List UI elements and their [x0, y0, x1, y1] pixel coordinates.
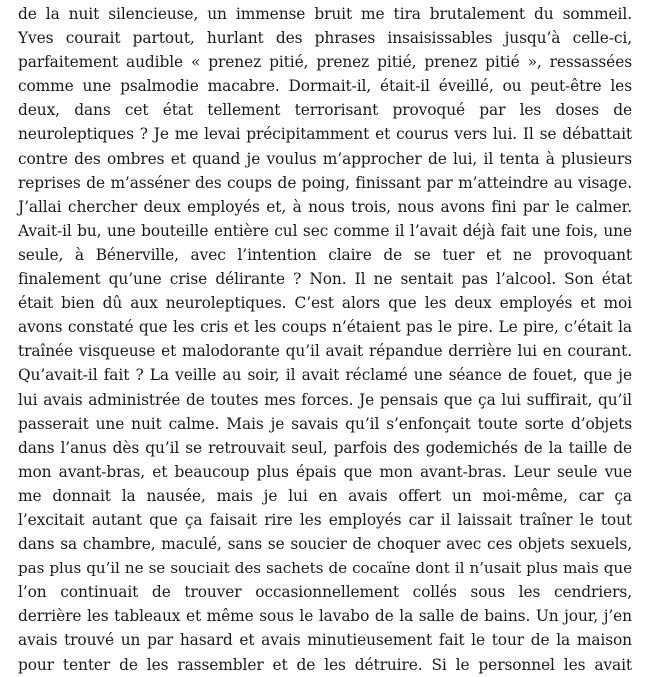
text-line: parfaitement audible « prenez pitié, prenez pitié, prenez pitié », ressassées	[18, 53, 632, 72]
text-line: me donnait la nausée, mais je lui en avais offert un moi-même, car ça	[18, 486, 632, 505]
text-line: avons constaté que les cris et les coups n’étaient pas le pire. Le pire, c’était la	[18, 318, 632, 337]
text-line: neuroleptiques ? Je me levai précipitamment et courus vers lui. Il se débattait	[18, 125, 632, 144]
text-line: derrière les tableaux et même sous le lavabo de la salle de bains. Un jour, j’en	[18, 607, 632, 626]
text-line: l’on continuait de trouver occasionnellement collés sous les cendriers,	[18, 583, 632, 602]
text-line: dans l’anus dès qu’il se retrouvait seul, parfois des godemichés de la taille de	[18, 438, 632, 457]
text-line: passerait une nuit calme. Mais je savais qu’il s’enfonçait toute sorte d’objets	[18, 414, 632, 433]
text-line: comme une psalmodie macabre. Dormait-il, était-il éveillé, ou peut-être les	[18, 77, 632, 96]
text-line: de la nuit silencieuse, un immense bruit me tira brutalement du sommeil.	[18, 5, 632, 23]
text-line: lui avais administrée de toutes mes forces. Je pensais que ça lui suffirait, qu’il	[18, 390, 632, 409]
text-line: Avait-il bu, une bouteille entière cul sec comme il l’avait déjà fait une fois, une	[18, 221, 632, 240]
text-line: pas plus qu’il ne se souciait des sachets de cocaïne dont il n’usait plus mais que	[18, 559, 632, 578]
text-line: mon avant-bras, et beaucoup plus épais que mon avant-bras. Leur seule vue	[18, 462, 632, 481]
text-line: contre des ombres et quand je voulus m’approcher de lui, il tenta à plusieurs	[18, 149, 632, 168]
text-line: seule, à Bénerville, avec l’intention claire de se tuer et ne provoquant	[18, 245, 632, 264]
text-line: Qu’avait-il fait ? La veille au soir, il avait réclamé une séance de fouet, que je	[18, 366, 632, 385]
text-line: dans sa chambre, maculé, sans se soucier de choquer avec ces objets sexuels,	[18, 535, 632, 554]
text-line: finalement qu’une crise délirante ? Non. Il ne sentait pas l’alcool. Son état	[18, 270, 632, 289]
text-line: était bien dû aux neuroleptiques. C’est alors que les deux employés et moi	[18, 294, 632, 313]
text-line: deux, dans cet état tellement terrorisant provoqué par les doses de	[18, 101, 632, 120]
text-line: traînée visqueuse et malodorante qu’il avait répandue derrière lui en courant.	[18, 342, 632, 361]
book-page	[18, 0, 632, 674]
text-line: pour tenter de les rassembler et de les détruire. Si le personnel les avait	[18, 655, 632, 674]
text-line: J’allai chercher deux employés et, à nous trois, nous avons fini par le calmer.	[18, 197, 632, 216]
text-line: avais trouvé un par hasard et avais minutieusement fait le tour de la maison	[18, 631, 632, 650]
text-line: Yves courait partout, hurlant des phrases insaisissables jusqu’à celle-ci,	[18, 29, 632, 48]
text-line: l’excitait autant que ça faisait rire les employés car il laissait traîner le tout	[18, 510, 632, 529]
text-line: reprises de m’asséner des coups de poing, finissant par m’atteindre au visage.	[18, 173, 632, 192]
